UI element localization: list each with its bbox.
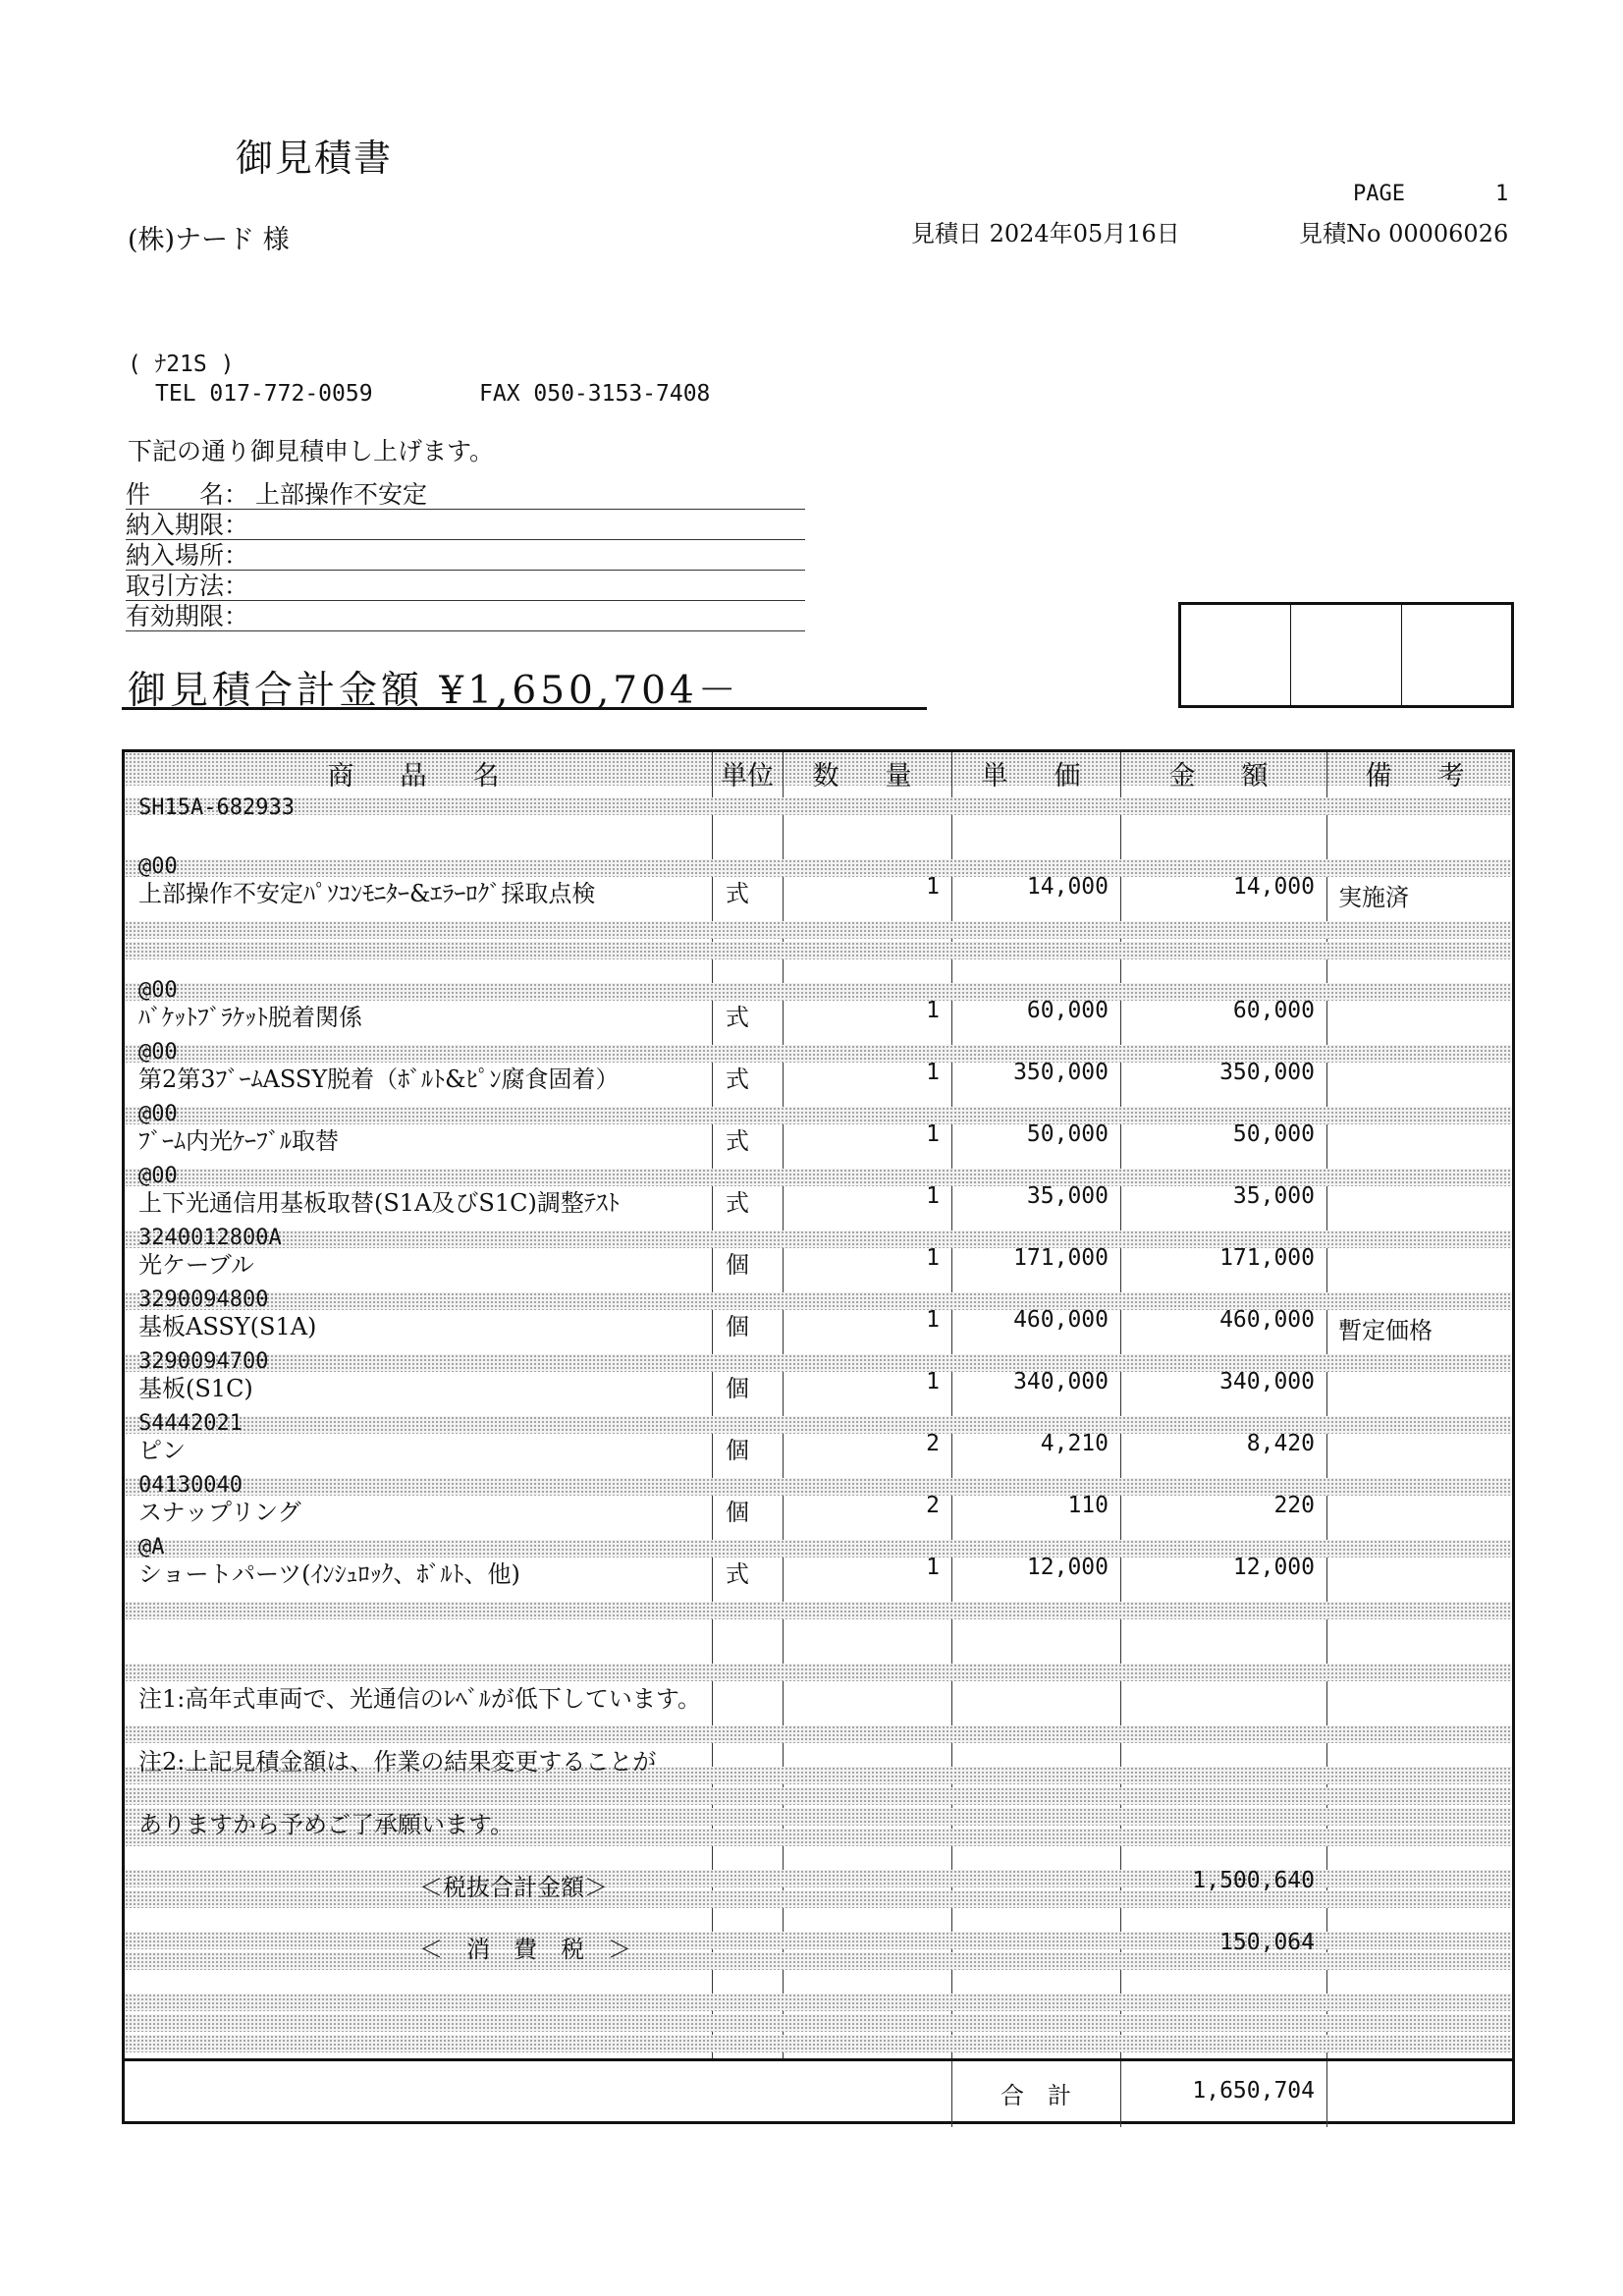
remark-note: 注1:高年式車両で、光通信のﾚﾍﾞﾙが低下しています。 — [138, 1685, 701, 1713]
info-label: 納入場所： — [126, 541, 249, 570]
tax-label: ＜ 消 費 税 ＞ — [419, 1936, 631, 1963]
item-quantity: 1 — [926, 874, 940, 900]
item-unit: 式 — [726, 1004, 749, 1031]
quote-table — [122, 749, 1515, 2124]
row-stripe — [125, 797, 1512, 815]
item-quantity: 1 — [926, 1121, 940, 1147]
row-stripe — [125, 1725, 1512, 1743]
item-quantity: 1 — [926, 1555, 940, 1580]
item-code: @A — [138, 1535, 165, 1559]
tax-value: 150,064 — [1219, 1930, 1315, 1955]
stamp-cell — [1402, 605, 1511, 705]
item-quantity: 1 — [926, 1060, 940, 1085]
item-name: 第2第3ﾌﾞｰﾑASSY脱着（ﾎﾞﾙﾄ&ﾋﾟﾝ腐食固着） — [138, 1066, 620, 1093]
header-remarks: 備 考 — [1365, 761, 1475, 792]
item-name: ピン — [138, 1437, 186, 1464]
item-amount: 8,420 — [1246, 1431, 1315, 1456]
item-name: ショートパーツ(ｲﾝｼｭﾛｯｸ、ﾎﾞﾙﾄ、他) — [138, 1560, 520, 1588]
header-product-name: 商 品 名 — [327, 761, 510, 792]
row-stripe — [125, 921, 1512, 939]
item-amount: 340,000 — [1219, 1369, 1315, 1394]
stamp-cell — [1181, 605, 1291, 705]
item-code: 3290094800 — [138, 1287, 269, 1312]
item-amount: 220 — [1273, 1493, 1315, 1518]
remark-note: 注2:上記見積金額は、作業の結果変更することが — [138, 1748, 657, 1776]
item-name: 光ケーブル — [138, 1251, 254, 1279]
item-name: ﾌﾞｰﾑ内光ｹｰﾌﾞﾙ取替 — [138, 1127, 339, 1155]
grand-total-heading: 御見積合計金額 ¥1,650,704－ — [128, 669, 740, 713]
info-value: 上部操作不安定 — [255, 480, 428, 509]
item-amount: 60,000 — [1232, 998, 1315, 1023]
row-stripe — [125, 2035, 1512, 2052]
page-number: 1 — [1495, 182, 1509, 206]
info-label: 納入期限： — [126, 511, 249, 539]
info-row-delivery-date — [126, 510, 805, 540]
header-quantity: 数 量 — [812, 761, 922, 792]
subtotal-label: ＜税抜合計金額＞ — [419, 1874, 608, 1901]
item-quantity: 2 — [926, 1493, 940, 1518]
item-code: @00 — [138, 1164, 178, 1188]
item-code: 3290094700 — [138, 1349, 269, 1374]
item-quantity: 1 — [926, 1183, 940, 1209]
branch-code: ( ﾅ21S ) — [128, 352, 235, 377]
remark-note: ありますから予めご了承願います。 — [138, 1811, 514, 1838]
info-row-delivery-place — [126, 540, 805, 571]
item-unit: 個 — [726, 1437, 749, 1464]
item-unit: 個 — [726, 1375, 749, 1402]
row-stripe — [125, 2014, 1512, 2032]
item-name: スナップリング — [138, 1499, 301, 1526]
header-unit: 単位 — [721, 761, 774, 792]
item-name: ﾊﾞｹｯﾄﾌﾞﾗｹｯﾄ脱着関係 — [138, 1004, 362, 1031]
total-label: 合 計 — [1001, 2082, 1071, 2109]
quote-date: 見積日 2024年05月16日 — [911, 220, 1180, 247]
row-stripe — [125, 1994, 1512, 2011]
info-label: 取引方法： — [126, 572, 249, 600]
item-amount: 460,000 — [1219, 1307, 1315, 1333]
item-quantity: 1 — [926, 1307, 940, 1333]
row-stripe — [125, 942, 1512, 959]
item-amount: 50,000 — [1232, 1121, 1315, 1147]
info-label: 件 名： — [126, 480, 249, 509]
item-code: S4442021 — [138, 1411, 243, 1436]
item-amount: 171,000 — [1219, 1245, 1315, 1271]
item-code: @00 — [138, 1040, 178, 1065]
subtotal-value: 1,500,640 — [1192, 1868, 1315, 1893]
row-stripe — [125, 1787, 1512, 1805]
item-code: @00 — [138, 978, 178, 1003]
item-unit-price: 340,000 — [1013, 1369, 1109, 1394]
tel-number: TEL 017-772-0059 — [155, 381, 373, 407]
item-code: SH15A-682933 — [138, 795, 295, 820]
item-code: @00 — [138, 854, 178, 879]
header-unit-price: 単 価 — [981, 761, 1091, 792]
fax-number: FAX 050-3153-7408 — [479, 381, 711, 407]
item-unit-price: 350,000 — [1013, 1060, 1109, 1085]
item-quantity: 2 — [926, 1431, 940, 1456]
item-code: 3240012800A — [138, 1226, 282, 1250]
document-title: 御見積書 — [236, 137, 394, 180]
item-unit: 式 — [726, 1560, 749, 1588]
item-unit: 式 — [726, 880, 749, 907]
item-quantity: 1 — [926, 1245, 940, 1271]
item-unit-price: 60,000 — [1026, 998, 1109, 1023]
customer-name: (株)ナード 様 — [128, 225, 290, 255]
item-unit-price: 12,000 — [1026, 1555, 1109, 1580]
item-unit-price: 35,000 — [1026, 1183, 1109, 1209]
info-label: 有効期限： — [126, 602, 249, 630]
info-row-subject — [126, 479, 805, 510]
item-amount: 35,000 — [1232, 1183, 1315, 1209]
item-code: 04130040 — [138, 1473, 243, 1498]
item-name: 上下光通信用基板取替(S1A及びS1C)調整ﾃｽﾄ — [138, 1189, 620, 1217]
item-amount: 12,000 — [1232, 1555, 1315, 1580]
item-unit-price: 14,000 — [1026, 874, 1109, 900]
stamp-cell — [1291, 605, 1401, 705]
item-unit: 式 — [726, 1066, 749, 1093]
item-amount: 350,000 — [1219, 1060, 1315, 1085]
row-stripe — [125, 1602, 1512, 1619]
info-row-payment — [126, 571, 805, 601]
item-name: 基板ASSY(S1A) — [138, 1313, 317, 1340]
item-unit: 式 — [726, 1127, 749, 1155]
grand-total-underline — [122, 707, 927, 710]
item-unit: 個 — [726, 1313, 749, 1340]
intro-text: 下記の通り御見積申し上げます。 — [128, 437, 495, 465]
item-unit-price: 171,000 — [1013, 1245, 1109, 1271]
item-unit: 個 — [726, 1251, 749, 1279]
quote-number: 見積No 00006026 — [1299, 220, 1509, 247]
item-name: 基板(S1C) — [138, 1375, 253, 1402]
item-amount: 14,000 — [1232, 874, 1315, 900]
item-remark: 実施済 — [1338, 884, 1409, 911]
item-quantity: 1 — [926, 1369, 940, 1394]
item-unit: 式 — [726, 1189, 749, 1217]
page-label: PAGE — [1353, 182, 1405, 206]
item-remark: 暫定価格 — [1338, 1317, 1433, 1344]
item-unit-price: 460,000 — [1013, 1307, 1109, 1333]
header-amount: 金 額 — [1168, 761, 1278, 792]
total-row-separator — [125, 2058, 1512, 2061]
approval-stamp-box — [1178, 602, 1514, 708]
total-value: 1,650,704 — [1192, 2078, 1315, 2104]
item-quantity: 1 — [926, 998, 940, 1023]
item-unit-price: 110 — [1067, 1493, 1109, 1518]
item-unit-price: 4,210 — [1040, 1431, 1109, 1456]
item-name: 上部操作不安定ﾊﾟｿｺﾝﾓﾆﾀｰ&ｴﾗｰﾛｸﾞ採取点検 — [138, 880, 596, 907]
info-row-valid-until — [126, 601, 805, 631]
item-unit: 個 — [726, 1499, 749, 1526]
item-unit-price: 50,000 — [1026, 1121, 1109, 1147]
item-code: @00 — [138, 1102, 178, 1126]
